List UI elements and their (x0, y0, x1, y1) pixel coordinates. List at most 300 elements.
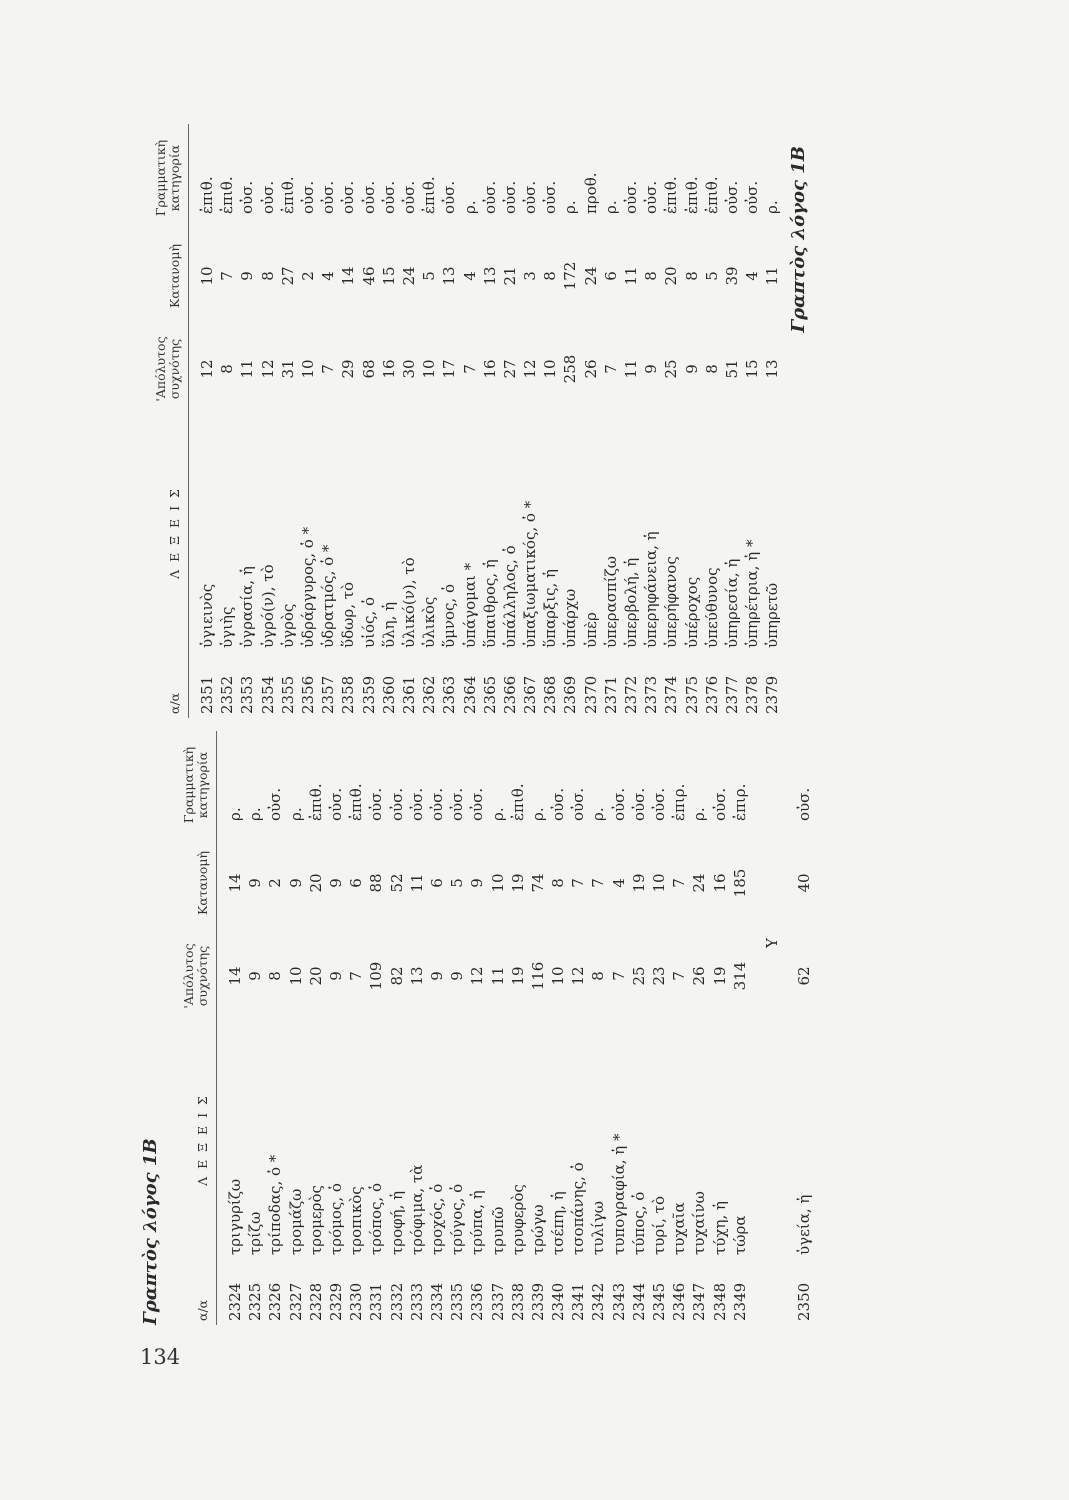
table-row (508, 731, 528, 1325)
category-cell: ρ. (601, 200, 620, 214)
word-cell: τρίποδας, ὁ * (266, 1154, 285, 1255)
frequency-cell: 82 (387, 966, 406, 986)
frequency-cell: 7 (347, 971, 366, 981)
category-cell: οὐσ. (319, 180, 338, 214)
table-row (528, 731, 548, 1325)
frequency-cell: 9 (246, 971, 265, 981)
distribution-cell: 11 (407, 873, 426, 893)
serial-cell: 2351 (198, 675, 217, 714)
distribution-cell: 8 (541, 271, 560, 281)
header-distribution: Κατανομὴ (195, 851, 210, 915)
category-cell: ἐπιρ. (670, 783, 689, 821)
category-cell: οὐσ. (379, 180, 398, 214)
serial-cell: 2343 (609, 1282, 628, 1321)
category-cell: οὐσ. (710, 787, 729, 821)
serial-cell: 2329 (327, 1282, 346, 1321)
word-cell: ὑγρό(ν), τὸ (258, 564, 277, 648)
serial-cell: 2367 (521, 675, 540, 714)
table-row (217, 124, 237, 718)
frequency-cell: 9 (642, 364, 661, 374)
serial-cell: 2325 (246, 1282, 265, 1321)
serial-cell: 2338 (508, 1282, 527, 1321)
table-row (649, 731, 669, 1325)
table-row (682, 124, 702, 718)
category-cell: οὐσ. (549, 787, 568, 821)
word-cell: τροχός, ὁ (427, 1183, 446, 1255)
distribution-cell: 13 (440, 266, 459, 286)
word-cell: τρυφερὸς (508, 1184, 527, 1255)
frequency-cell: 31 (278, 359, 297, 379)
distribution-cell: 15 (379, 266, 398, 286)
distribution-cell: 27 (278, 266, 297, 286)
category-cell: ρ. (528, 807, 547, 821)
frequency-cell: 9 (682, 364, 701, 374)
table-row (710, 731, 730, 1325)
category-cell: οὐσ. (238, 180, 257, 214)
serial-cell: 2373 (642, 675, 661, 714)
frequency-cell: 17 (440, 359, 459, 379)
serial-cell: 2365 (480, 675, 499, 714)
distribution-cell: 40 (794, 873, 813, 893)
word-cell: ὑγιὴς (218, 606, 237, 648)
frequency-cell: 8 (702, 364, 721, 374)
serial-cell: 2334 (427, 1282, 446, 1321)
frequency-cell: 29 (339, 359, 358, 379)
word-cell: τύχη, ἡ (710, 1200, 729, 1255)
frequency-cell: 15 (743, 359, 762, 379)
distribution-cell: 4 (460, 271, 479, 281)
category-cell: οὐσ. (468, 787, 487, 821)
distribution-cell: 4 (743, 271, 762, 281)
header-serial: α/α (167, 692, 182, 714)
serial-cell: 2357 (319, 675, 338, 714)
table-row (581, 124, 601, 718)
category-cell: οὐσ. (299, 180, 318, 214)
header-serial: α/α (195, 1299, 210, 1321)
frequency-cell: 7 (319, 364, 338, 374)
serial-cell: 2360 (379, 675, 398, 714)
word-cell: τυχαίνω (690, 1191, 709, 1255)
table-row (419, 124, 439, 718)
right-table-body (189, 124, 783, 718)
distribution-cell: 9 (327, 878, 346, 888)
table-row (621, 124, 641, 718)
serial-cell: 2346 (670, 1282, 689, 1321)
distribution-cell: 3 (521, 271, 540, 281)
frequency-cell: 8 (218, 364, 237, 374)
table-row (487, 731, 507, 1325)
frequency-cell: 7 (460, 364, 479, 374)
serial-cell: 2336 (468, 1282, 487, 1321)
frequency-cell: 26 (690, 966, 709, 986)
serial-cell: 2335 (448, 1282, 467, 1321)
distribution-cell: 24 (399, 266, 418, 286)
distribution-cell: 39 (722, 266, 741, 286)
word-cell: τρυπῶ (488, 1206, 507, 1255)
distribution-cell: 8 (642, 271, 661, 281)
table-row (189, 124, 218, 718)
word-cell: ὑπηρετῶ (763, 582, 782, 648)
word-cell: τροπικὸς (347, 1186, 366, 1255)
word-cell: ὑπερήφανος (662, 556, 681, 648)
serial-cell: 2341 (569, 1282, 588, 1321)
category-cell: οὐσ. (629, 787, 648, 821)
table-row (601, 124, 621, 718)
serial-cell: 2331 (367, 1282, 386, 1321)
frequency-cell: 51 (722, 359, 741, 379)
serial-cell: 2363 (440, 675, 459, 714)
category-cell: ρ. (246, 807, 265, 821)
table-row (399, 124, 419, 718)
table-row (366, 731, 386, 1325)
frequency-cell: 27 (500, 359, 519, 379)
header-category: Γραμματικὴ κατηγορία (153, 139, 182, 217)
frequency-cell: 9 (427, 971, 446, 981)
distribution-cell: 88 (367, 873, 386, 893)
serial-cell: 2355 (278, 675, 297, 714)
distribution-cell: 7 (569, 878, 588, 888)
word-cell: τροφή, ἡ (387, 1190, 406, 1255)
table-row (407, 731, 427, 1325)
word-cell: τώρα (730, 1215, 749, 1255)
serial-cell: 2358 (339, 675, 358, 714)
serial-cell: 2352 (218, 675, 237, 714)
left-block-title: Γραπτὸς λόγος 1Β (140, 1138, 161, 1325)
distribution-cell: 2 (266, 878, 285, 888)
word-cell: ὑγιεινὸς (198, 583, 217, 648)
category-cell: ρ. (763, 200, 782, 214)
category-cell: οὐσ. (440, 180, 459, 214)
header-distribution: Κατανομὴ (167, 244, 182, 308)
word-cell: ὑπηρεσία, ἡ (722, 558, 741, 648)
category-cell: οὐσ. (339, 180, 358, 214)
category-cell: οὐσ. (427, 787, 446, 821)
frequency-cell: 12 (521, 359, 540, 379)
right-table-block (140, 124, 809, 718)
right-block-title: Γραπτὸς λόγος 1Β (788, 146, 810, 333)
word-cell: ὑπάλληλος, ὁ (500, 545, 519, 648)
table-row (326, 731, 346, 1325)
serial-cell: 2362 (420, 675, 439, 714)
word-cell: τρόπος, ὁ (367, 1182, 386, 1255)
table-row (689, 731, 709, 1325)
serial-cell: 2326 (266, 1282, 285, 1321)
word-cell: ὑπέροχος (682, 576, 701, 648)
table-row (568, 731, 588, 1325)
serial-cell: 2374 (662, 675, 681, 714)
header-words: Λ Ε Ξ Ε Ι Σ (167, 487, 182, 579)
word-cell: τριγυρίζω (226, 1178, 245, 1255)
serial-cell: 2342 (589, 1282, 608, 1321)
header-words: Λ Ε Ξ Ε Ι Σ (195, 1094, 210, 1186)
word-cell: υἱός, ὁ (359, 597, 378, 648)
frequency-cell: 314 (730, 961, 749, 991)
category-cell: οὐσ. (609, 787, 628, 821)
table-row (794, 731, 814, 1325)
distribution-cell: 7 (589, 878, 608, 888)
table-header-row (140, 124, 189, 718)
serial-cell: 2348 (710, 1282, 729, 1321)
category-cell: ἐπιθ. (702, 176, 721, 214)
frequency-cell: 11 (238, 359, 257, 379)
category-cell: οὐσ. (650, 787, 669, 821)
frequency-cell: 9 (448, 971, 467, 981)
serial-cell: 2371 (601, 675, 620, 714)
table-row (548, 731, 568, 1325)
category-cell: ἐπιθ. (306, 783, 325, 821)
table-row (641, 124, 661, 718)
category-cell: οὐσ. (794, 787, 813, 821)
distribution-cell: 20 (662, 266, 681, 286)
serial-cell: 2378 (743, 675, 762, 714)
table-row (439, 124, 459, 718)
table-row (346, 731, 366, 1325)
distribution-cell: 5 (448, 878, 467, 888)
word-cell: τυλίγω (589, 1200, 608, 1255)
table-row (742, 124, 762, 718)
frequency-cell: 9 (327, 971, 346, 981)
frequency-cell: 19 (508, 966, 527, 986)
word-cell: ὑγρὸς (278, 603, 297, 648)
serial-cell: 2330 (347, 1282, 366, 1321)
table-row (286, 731, 306, 1325)
frequency-cell: 20 (306, 966, 325, 986)
word-cell: ὑγρασία, ἡ (238, 566, 257, 648)
serial-cell: 2372 (622, 675, 641, 714)
category-cell: ἐπιθ. (278, 176, 297, 214)
frequency-cell: 258 (561, 354, 580, 384)
category-cell: ρ. (286, 807, 305, 821)
left-table-block (140, 731, 814, 1325)
frequency-cell: 12 (258, 359, 277, 379)
word-cell: τρόφιμα, τὰ (407, 1164, 426, 1255)
header-frequency: 'Απόλυτος συχνότης (181, 943, 210, 1009)
frequency-cell: 12 (569, 966, 588, 986)
table-row (447, 731, 467, 1325)
table-row (520, 124, 540, 718)
word-cell: ὑπερβολή, ἡ (622, 557, 641, 648)
serial-cell: 2337 (488, 1282, 507, 1321)
category-cell: οὐσ. (521, 180, 540, 214)
frequency-cell: 13 (763, 359, 782, 379)
table-row (237, 124, 257, 718)
frequency-cell: 7 (609, 971, 628, 981)
serial-cell: 2369 (561, 675, 580, 714)
category-cell: ἐπιθ. (682, 176, 701, 214)
frequency-cell: 26 (581, 359, 600, 379)
table-row (217, 731, 246, 1325)
frequency-cell: 13 (407, 966, 426, 986)
frequency-cell: 68 (359, 359, 378, 379)
word-cell: ὑδράργυρος, ὁ * (299, 526, 318, 648)
word-cell: τύπος, ὁ (629, 1191, 648, 1255)
category-cell: ρ. (460, 200, 479, 214)
serial-cell: 2347 (690, 1282, 709, 1321)
category-cell: οὐσ. (541, 180, 560, 214)
table-row (278, 124, 298, 718)
table-row (702, 124, 722, 718)
category-cell: ἐπιθ. (508, 783, 527, 821)
serial-cell: 2345 (650, 1282, 669, 1321)
distribution-cell: 19 (508, 873, 527, 893)
serial-cell: 2328 (306, 1282, 325, 1321)
serial-cell: 2364 (460, 675, 479, 714)
serial-cell: 2376 (702, 675, 721, 714)
category-cell: οὐσ. (359, 180, 378, 214)
word-cell: ὑπηρέτρια, ἡ * (743, 539, 762, 648)
category-cell: ρ. (690, 807, 709, 821)
serial-cell: 2368 (541, 675, 560, 714)
distribution-cell: 10 (198, 266, 217, 286)
serial-cell: 2379 (763, 675, 782, 714)
word-cell: ὕπαιθρος, ἡ (480, 559, 499, 648)
word-cell: τρόμος, ὁ (327, 1183, 346, 1255)
distribution-cell: 6 (601, 271, 620, 281)
word-cell: ὑπερηφάνεια, ἡ (642, 531, 661, 648)
category-cell: οὐσ. (722, 180, 741, 214)
word-cell: ὑπαξιωματικός, ὁ * (521, 500, 540, 648)
frequency-cell: 11 (622, 359, 641, 379)
distribution-cell: 46 (359, 266, 378, 286)
category-cell: ἐπιρ. (730, 783, 749, 821)
table-row (427, 731, 447, 1325)
table-row (722, 124, 742, 718)
frequency-cell: 25 (662, 359, 681, 379)
left-table-body (217, 731, 815, 1325)
distribution-cell: 8 (258, 271, 277, 281)
distribution-cell: 9 (286, 878, 305, 888)
frequency-cell: 10 (541, 359, 560, 379)
right-frequency-table (140, 124, 782, 718)
table-row (609, 731, 629, 1325)
category-cell: ἐπιθ. (218, 176, 237, 214)
category-cell: ρ. (488, 807, 507, 821)
distribution-cell: 2 (299, 271, 318, 281)
table-row (359, 124, 379, 718)
serial-cell: 2349 (730, 1282, 749, 1321)
frequency-cell: 62 (794, 966, 813, 986)
table-row (661, 124, 681, 718)
frequency-cell: 116 (528, 961, 547, 991)
table-row (730, 731, 750, 1325)
table-row (629, 731, 649, 1325)
serial-cell: 2359 (359, 675, 378, 714)
table-row (298, 124, 318, 718)
table-row (560, 124, 580, 718)
category-cell: οὐσ. (743, 180, 762, 214)
word-cell: ὑλικὸς (420, 596, 439, 648)
category-cell: οὐσ. (480, 180, 499, 214)
word-cell: τρύπα, ἡ (468, 1190, 487, 1255)
distribution-cell: 13 (480, 266, 499, 286)
category-cell: ἐπιθ. (198, 176, 217, 214)
distribution-cell: 20 (306, 873, 325, 893)
category-cell: οὐσ. (266, 787, 285, 821)
serial-cell: 2344 (629, 1282, 648, 1321)
table-row (265, 731, 285, 1325)
distribution-cell: 9 (246, 878, 265, 888)
word-cell: τρομερὸς (306, 1185, 325, 1255)
table-row (379, 124, 399, 718)
serial-cell: 2353 (238, 675, 257, 714)
word-cell: ὑπάγομαι * (460, 562, 479, 648)
distribution-cell: 8 (682, 271, 701, 281)
serial-cell: 2375 (682, 675, 701, 714)
frequency-cell: 10 (549, 966, 568, 986)
frequency-cell: 23 (650, 966, 669, 986)
word-cell: ὑπεύθυνος (702, 567, 721, 648)
serial-cell: 2333 (407, 1282, 426, 1321)
frequency-cell: 10 (420, 359, 439, 379)
word-cell: τρίζω (246, 1211, 265, 1255)
distribution-cell: 4 (609, 878, 628, 888)
table-row (258, 124, 278, 718)
table-row (306, 731, 326, 1325)
section-letter-row (750, 731, 794, 1325)
word-cell: ὕπαρξις, ἡ (541, 569, 560, 648)
section-letter: Υ (762, 938, 781, 948)
category-cell: οὐσ. (622, 180, 641, 214)
word-cell: τσοπάνης, ὁ (569, 1162, 588, 1255)
distribution-cell: 8 (549, 878, 568, 888)
distribution-cell: 7 (218, 271, 237, 281)
word-cell: τρώγω (528, 1204, 547, 1255)
table-row (459, 124, 479, 718)
category-cell: οὐσ. (569, 787, 588, 821)
table-row (762, 124, 782, 718)
category-cell: οὐσ. (367, 787, 386, 821)
category-cell: ἐπιθ. (420, 176, 439, 214)
frequency-cell: 16 (480, 359, 499, 379)
frequency-cell: 11 (488, 966, 507, 986)
category-cell: ἐπιθ. (347, 783, 366, 821)
word-cell: ὑπερασπίζω (601, 555, 620, 648)
word-cell: ὑγεία, ἡ (794, 1194, 813, 1255)
word-cell: ὕδωρ, τὸ (339, 581, 358, 648)
page-number: 134 (140, 1345, 181, 1369)
table-row (669, 731, 689, 1325)
table-row (318, 124, 338, 718)
distribution-cell: 52 (387, 873, 406, 893)
distribution-cell: 14 (339, 266, 358, 286)
frequency-cell: 10 (299, 359, 318, 379)
distribution-cell: 11 (763, 266, 782, 286)
serial-cell: 2324 (226, 1282, 245, 1321)
word-cell: ὑλικό(ν), τὸ (399, 557, 418, 648)
table-row (338, 124, 358, 718)
category-cell: ρ. (589, 807, 608, 821)
frequency-cell: 16 (379, 359, 398, 379)
distribution-cell: 4 (319, 271, 338, 281)
frequency-cell: 8 (589, 971, 608, 981)
word-cell: τυρί, τὸ (650, 1196, 669, 1255)
frequency-cell: 7 (670, 971, 689, 981)
distribution-cell: 5 (702, 271, 721, 281)
frequency-cell: 7 (601, 364, 620, 374)
frequency-cell: 109 (367, 961, 386, 991)
frequency-cell: 12 (198, 359, 217, 379)
distribution-cell: 16 (710, 873, 729, 893)
category-cell: οὐσ. (327, 787, 346, 821)
frequency-cell: 8 (266, 971, 285, 981)
distribution-cell: 24 (581, 266, 600, 286)
serial-cell: 2339 (528, 1282, 547, 1321)
word-cell: ὕμνος, ὁ (440, 584, 459, 648)
category-cell: οὐσ. (387, 787, 406, 821)
category-cell: οὐσ. (448, 787, 467, 821)
word-cell: τυπογραφία, ἡ * (609, 1133, 628, 1255)
left-frequency-table (168, 731, 814, 1325)
